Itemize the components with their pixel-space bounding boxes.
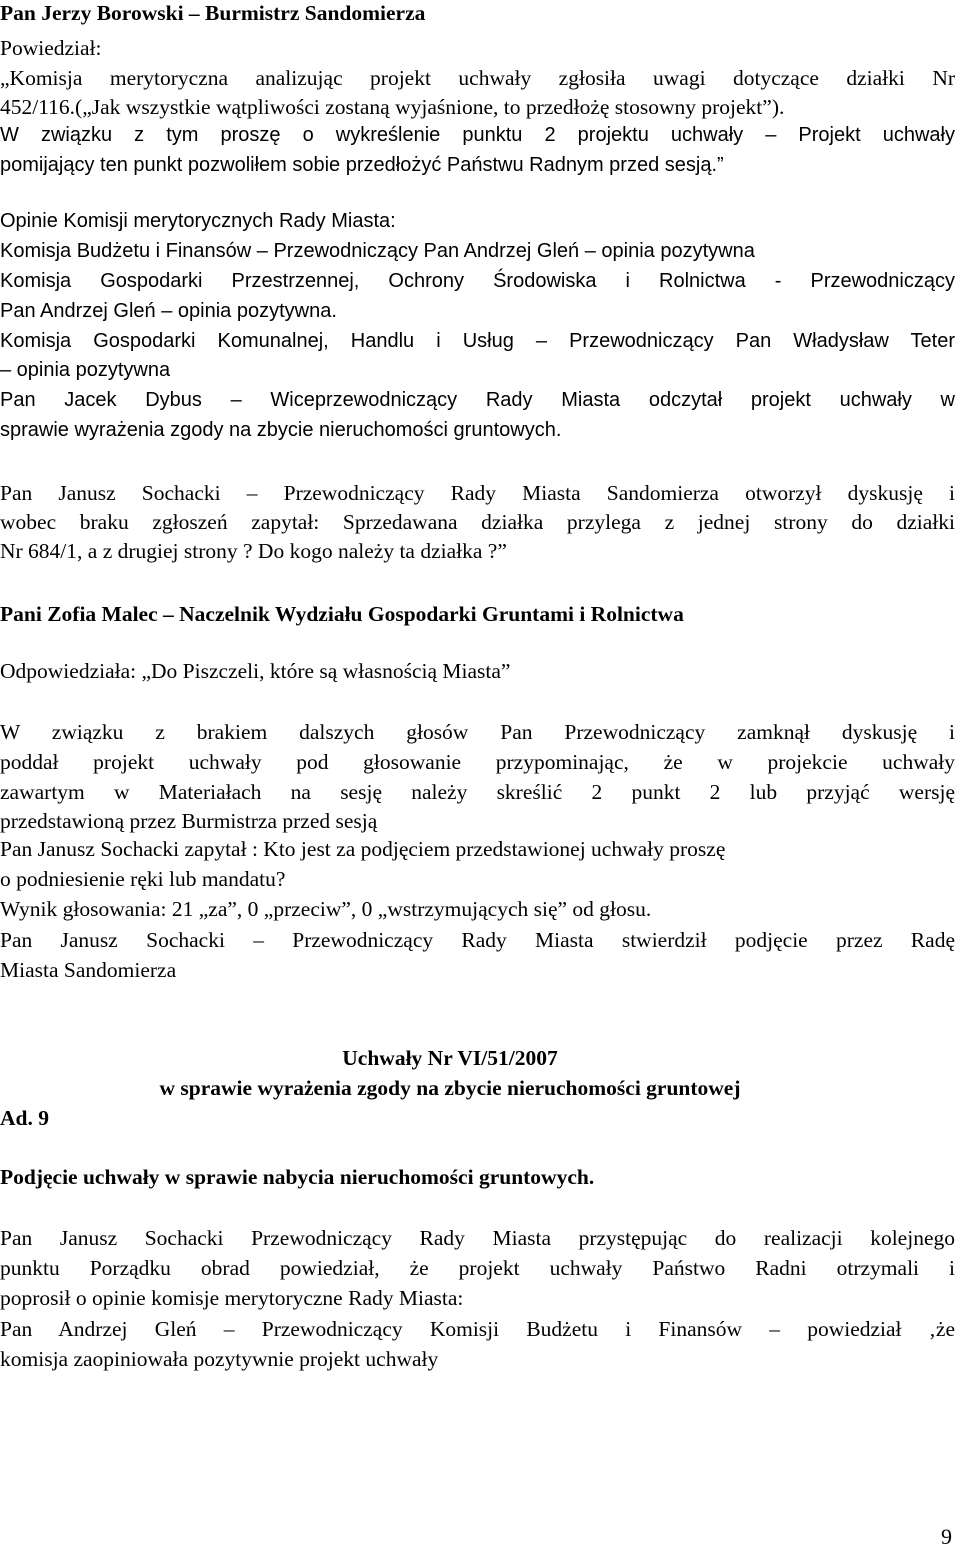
text-line: Ad. 9 (0, 1106, 49, 1130)
text-line: Pan Janusz Sochacki – Przewodniczący Rady Miasta Sandomierza otworzył dyskusję i (0, 481, 955, 505)
text-line: poprosił o opinie komisje merytoryczne Rady Miasta: (0, 1286, 464, 1310)
text-line: Pan Andrzej Gleń – Przewodniczący Komisji Budżetu i Finansów – powiedział ‚że (0, 1317, 955, 1341)
text-line: wobec braku zgłoszeń zapytał: Sprzedawana działka przylega z jednej strony do działki (0, 510, 955, 534)
text-line: W związku z tym proszę o wykreślenie punktu 2 projektu uchwały – Projekt uchwały (0, 124, 955, 146)
text-line: Podjęcie uchwały w sprawie nabycia nieruchomości gruntowych. (0, 1165, 595, 1189)
text-line: Pan Andrzej Gleń – opinia pozytywna. (0, 300, 337, 322)
text-line: 452/116.(„Jak wszystkie wątpliwości zostaną wyjaśnione, to przedłożę stosowny projekt”). (0, 95, 785, 119)
resolution-number: Uchwały Nr VI/51/2007 (342, 1046, 558, 1070)
text-line: Komisja Gospodarki Komunalnej, Handlu i Usług – Przewodniczący Pan Władysław Teter (0, 330, 955, 352)
text-line: Opinie Komisji merytorycznych Rady Miasta: (0, 210, 396, 232)
text-line: poddał projekt uchwały pod głosowanie przypominając, że w projekcie uchwały (0, 750, 955, 774)
text-line: Pan Janusz Sochacki Przewodniczący Rady Miasta przystępując do realizacji kolejnego (0, 1226, 955, 1250)
text-line: Pan Janusz Sochacki – Przewodniczący Rady Miasta stwierdził podjęcie przez Radę (0, 928, 955, 952)
text-line: Powiedział: (0, 36, 102, 60)
text-line: o podniesienie ręki lub mandatu? (0, 867, 286, 891)
text-line: Pani Zofia Malec – Naczelnik Wydziału Gospodarki Gruntami i Rolnictwa (0, 602, 684, 626)
text-line: Pan Jerzy Borowski – Burmistrz Sandomierza (0, 1, 426, 25)
text-line: komisja zaopiniowała pozytywnie projekt uchwały (0, 1347, 439, 1371)
text-line: Komisja Gospodarki Przestrzennej, Ochrony Środowiska i Rolnictwa - Przewodniczący (0, 270, 955, 292)
text-line: Pan Janusz Sochacki zapytał : Kto jest za podjęciem przedstawionej uchwały proszę (0, 837, 726, 861)
text-line: pomijający ten punkt pozwoliłem sobie przedłożyć Państwu Radnym przed sesją.” (0, 154, 724, 176)
text-line: W związku z brakiem dalszych głosów Pan Przewodniczący zamknął dyskusję i (0, 720, 955, 744)
text-line: Nr 684/1, a z drugiej strony ? Do kogo należy ta działka ?” (0, 539, 507, 563)
page-number: 9 (941, 1524, 952, 1549)
text-line: Odpowiedziała: „Do Piszczeli, które są własnością Miasta” (0, 659, 511, 683)
text-line: przedstawioną przez Burmistrza przed sesją (0, 809, 378, 833)
text-line: Miasta Sandomierza (0, 958, 177, 982)
text-line: Wynik głosowania: 21 „za”, 0 „przeciw”, 0 „wstrzymujących się” od głosu. (0, 897, 652, 921)
text-line: sprawie wyrażenia zgody na zbycie nieruchomości gruntowych. (0, 419, 562, 441)
text-line: Pan Jacek Dybus – Wiceprzewodniczący Rady Miasta odczytał projekt uchwały w (0, 389, 955, 411)
text-line: zawartym w Materiałach na sesję należy skreślić 2 punkt 2 lub przyjąć wersję (0, 780, 955, 804)
text-line: – opinia pozytywna (0, 359, 171, 381)
resolution-subject: w sprawie wyrażenia zgody na zbycie nieruchomości gruntowej (159, 1076, 741, 1100)
text-line: Komisja Budżetu i Finansów – Przewodniczący Pan Andrzej Gleń – opinia pozytywna (0, 240, 755, 262)
text-line: punktu Porządku obrad powiedział, że projekt uchwały Państwo Radni otrzymali i (0, 1256, 955, 1280)
text-line: „Komisja merytoryczna analizując projekt uchwały zgłosiła uwagi dotyczące działki Nr (0, 66, 955, 90)
